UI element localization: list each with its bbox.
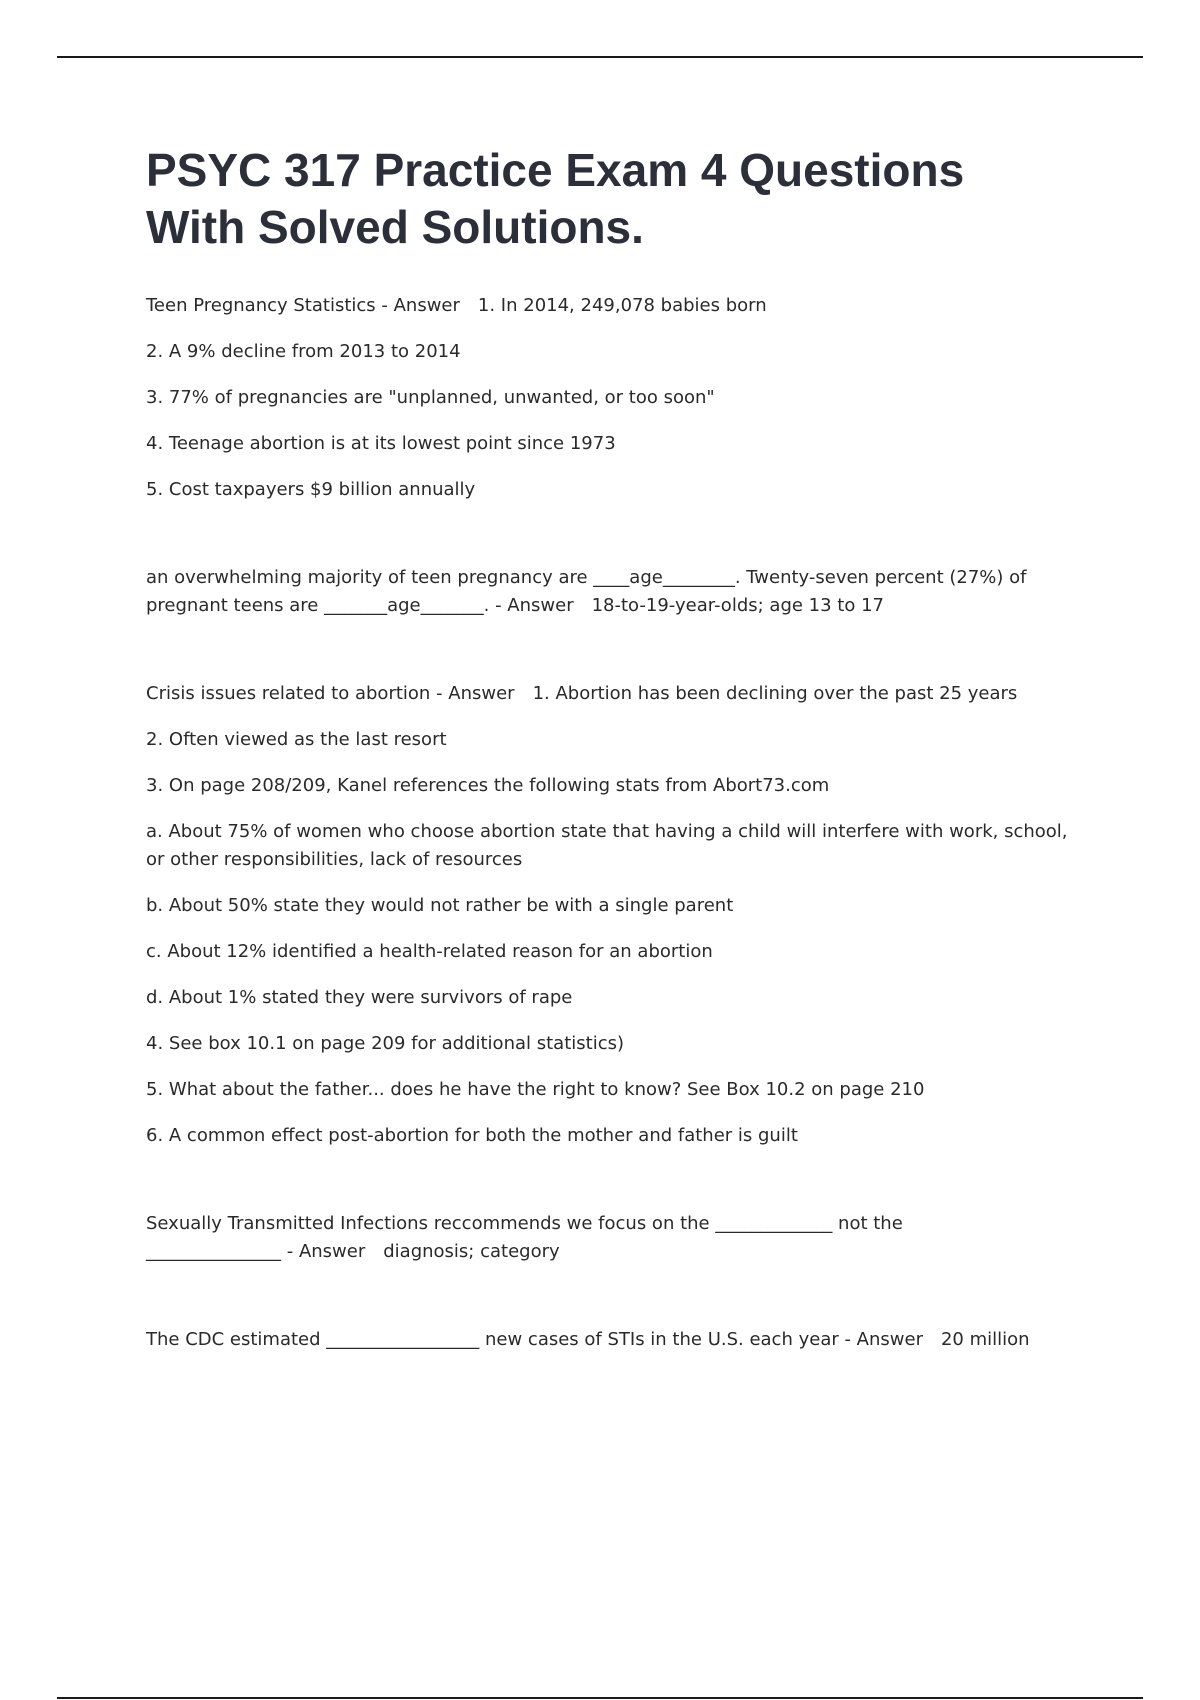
answer-line: a. About 75% of women who choose abortion state that having a child will interfere with work, school, or other responsibilities, lack of resources — [146, 821, 1068, 870]
answer-text: diagnosis; category — [383, 1241, 560, 1262]
answer-line: 2. A 9% decline from 2013 to 2014 — [146, 341, 461, 362]
question-block — [146, 680, 1076, 1150]
answer-text: 1. Abortion has been declining over the past 25 years — [532, 683, 1018, 704]
question-block — [146, 564, 1076, 620]
question-entry — [146, 292, 1076, 320]
answer-line: 4. Teenage abortion is at its lowest point since 1973 — [146, 433, 616, 454]
answer-line: 4. See box 10.1 on page 209 for additional statistics) — [146, 1033, 624, 1054]
answer-line: 2. Often viewed as the last resort — [146, 729, 447, 750]
question-block — [146, 1326, 1076, 1354]
question-text: The CDC estimated _________________ new cases of STIs in the U.S. each year - Answer — [146, 1329, 923, 1350]
answer-line: b. About 50% state they would not rather be with a single parent — [146, 895, 734, 916]
answer-text: 1. In 2014, 249,078 babies born — [477, 295, 767, 316]
question-text: Sexually Transmitted Infections reccommends we focus on the _____________ not the — [146, 1213, 903, 1234]
answer-line: 3. 77% of pregnancies are "unplanned, unwanted, or too soon" — [146, 387, 715, 408]
document-page — [146, 142, 1076, 1354]
answer-line: 5. Cost taxpayers $9 billion annually — [146, 479, 476, 500]
question-text: _______________ - Answer — [146, 1241, 366, 1262]
answer-line: c. About 12% identified a health-related reason for an abortion — [146, 941, 713, 962]
question-block — [146, 1210, 1076, 1266]
answer-text: 18-to-19-year-olds; age 13 to 17 — [591, 595, 884, 616]
question-block — [146, 292, 1076, 504]
question-entry — [146, 680, 1076, 708]
question-text: an overwhelming majority of teen pregnancy are ____age________. Twenty-seven percent (27%) of — [146, 567, 1027, 588]
question-entry — [146, 564, 1076, 620]
answer-line: 3. On page 208/209, Kanel references the following stats from Abort73.com — [146, 775, 830, 796]
question-text: pregnant teens are _______age_______. - Answer — [146, 595, 574, 616]
document-title: PSYC 317 Practice Exam 4 Questions With Solved Solutions. — [146, 144, 965, 253]
answer-line: d. About 1% stated they were survivors of rape — [146, 987, 573, 1008]
question-entry — [146, 1210, 1076, 1266]
answer-line: 6. A common effect post-abortion for both the mother and father is guilt — [146, 1125, 798, 1146]
answer-text: 20 million — [940, 1329, 1030, 1350]
question-text: Teen Pregnancy Statistics - Answer — [146, 295, 460, 316]
question-entry — [146, 1326, 1076, 1354]
top-rule — [57, 56, 1143, 58]
bottom-rule — [57, 1697, 1143, 1699]
question-text: Crisis issues related to abortion - Answer — [146, 683, 515, 704]
answer-line: 5. What about the father... does he have the right to know? See Box 10.2 on page 210 — [146, 1079, 925, 1100]
